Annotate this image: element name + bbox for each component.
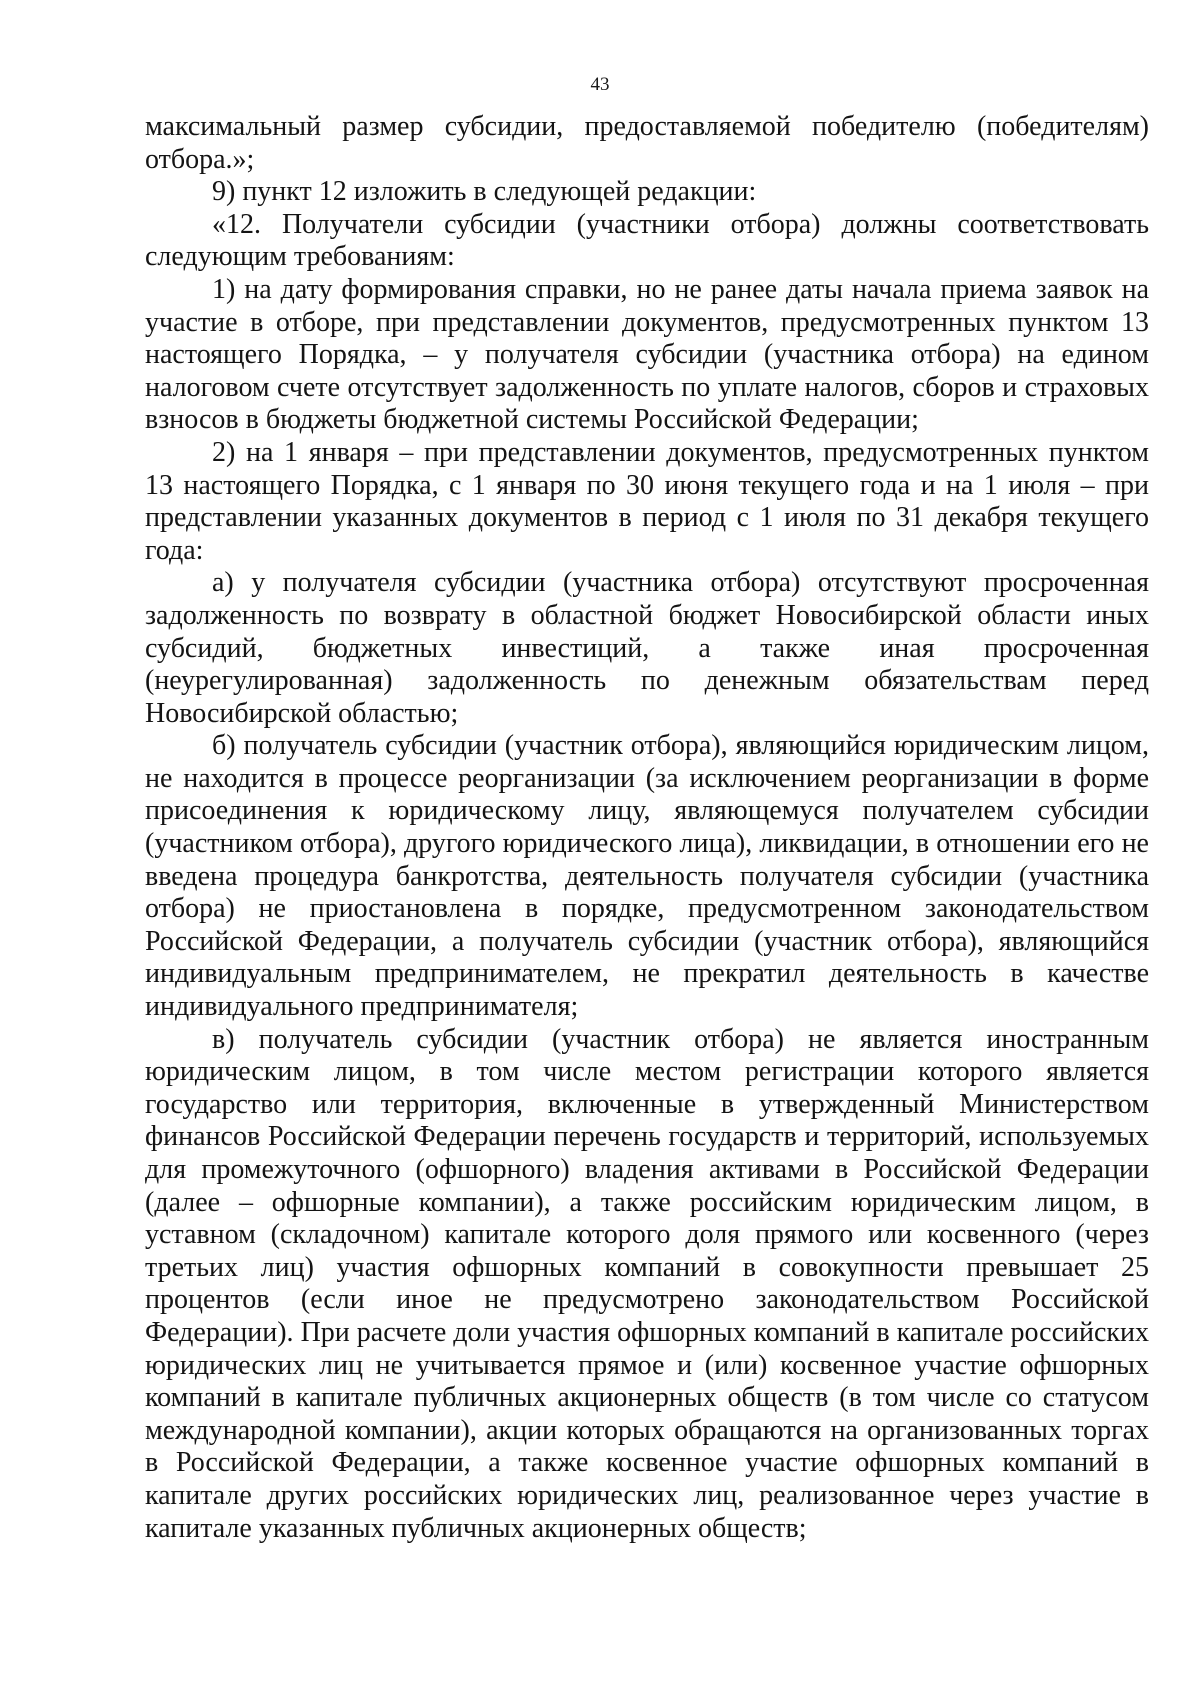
paragraph-clause-12: «12. Получатели субсидии (участники отбора) должны соответствовать следующим требованиям: xyxy=(145,208,1149,273)
paragraph-subitem-v: в) получатель субсидии (участник отбора) не является иностранным юридическим лицом, в том числе местом регистрации которого является государство или территория, включенные в утвержденный Министерством финансов Российской Федерации перечень государств и территорий, используемых для промежуточного (офшорного) владения активами в Российской Федерации (далее – офшорные компании), а также российским юридическим лицом, в уставном (складочном) капитале которого доля прямого или косвенного (через третьих лиц) участия офшорных компаний в совокупности превышает 25 процентов (если иное не предусмотрено законодательством Российской Федерации). При расчете доли участия офшорных компаний в капитале российских юридических лиц не учитывается прямое и (или) косвенное участие офшорных компаний в капитале публичных акционерных обществ (в том числе со статусом международной компании), акции которых обращаются на организованных торгах в Российской Федерации, а также косвенное участие офшорных компаний в капитале других российских юридических лиц, реализованное через участие в капитале указанных публичных акционерных обществ; xyxy=(145,1023,1149,1544)
paragraph-subitem-b: б) получатель субсидии (участник отбора), являющийся юридическим лицом, не находится в процессе реорганизации (за исключением реорганизации в форме присоединения к юридическому лицу, являющемуся получателем субсидии (участником отбора), другого юридического лица), ликвидации, в отношении его не введена процедура банкротства, деятельность получателя субсидии (участника отбора) не приостановлена в порядке, предусмотренном законодательством Российской Федерации, а получатель субсидии (участник отбора), являющийся индивидуальным предпринимателем, не прекратил деятельность в качестве индивидуального предпринимателя; xyxy=(145,730,1149,1023)
paragraph-item-9: 9) пункт 12 изложить в следующей редакции: xyxy=(212,176,757,208)
document-body xyxy=(145,111,1149,1545)
paragraph-requirement-2: 2) на 1 января – при представлении документов, предусмотренных пунктом 13 настоящего Порядка, с 1 января по 30 июня текущего года и на 1 июля – при представлении указанных документов в период с 1 июля по 31 декабря текущего года: xyxy=(145,436,1149,566)
paragraph-subitem-a: а) у получателя субсидии (участника отбора) отсутствуют просроченная задолженность по возврату в областной бюджет Новосибирской области иных субсидий, бюджетных инвестиций, а также иная просроченная (неурегулированная) задолженность по денежным обязательствам перед Новосибирской областью; xyxy=(145,567,1149,729)
paragraph-subsidy-max-size: максимальный размер субсидии, предоставляемой победителю (победителям) отбора.»; xyxy=(145,111,1149,175)
page-number: 43 xyxy=(590,74,610,95)
paragraph-requirement-1: 1) на дату формирования справки, но не ранее даты начала приема заявок на участие в отборе, при представлении документов, предусмотренных пунктом 13 настоящего Порядка, – у получателя субсидии (участника отбора) на едином налоговом счете отсутствует задолженность по уплате налогов, сборов и страховых взносов в бюджеты бюджетной системы Российской Федерации; xyxy=(145,273,1149,436)
